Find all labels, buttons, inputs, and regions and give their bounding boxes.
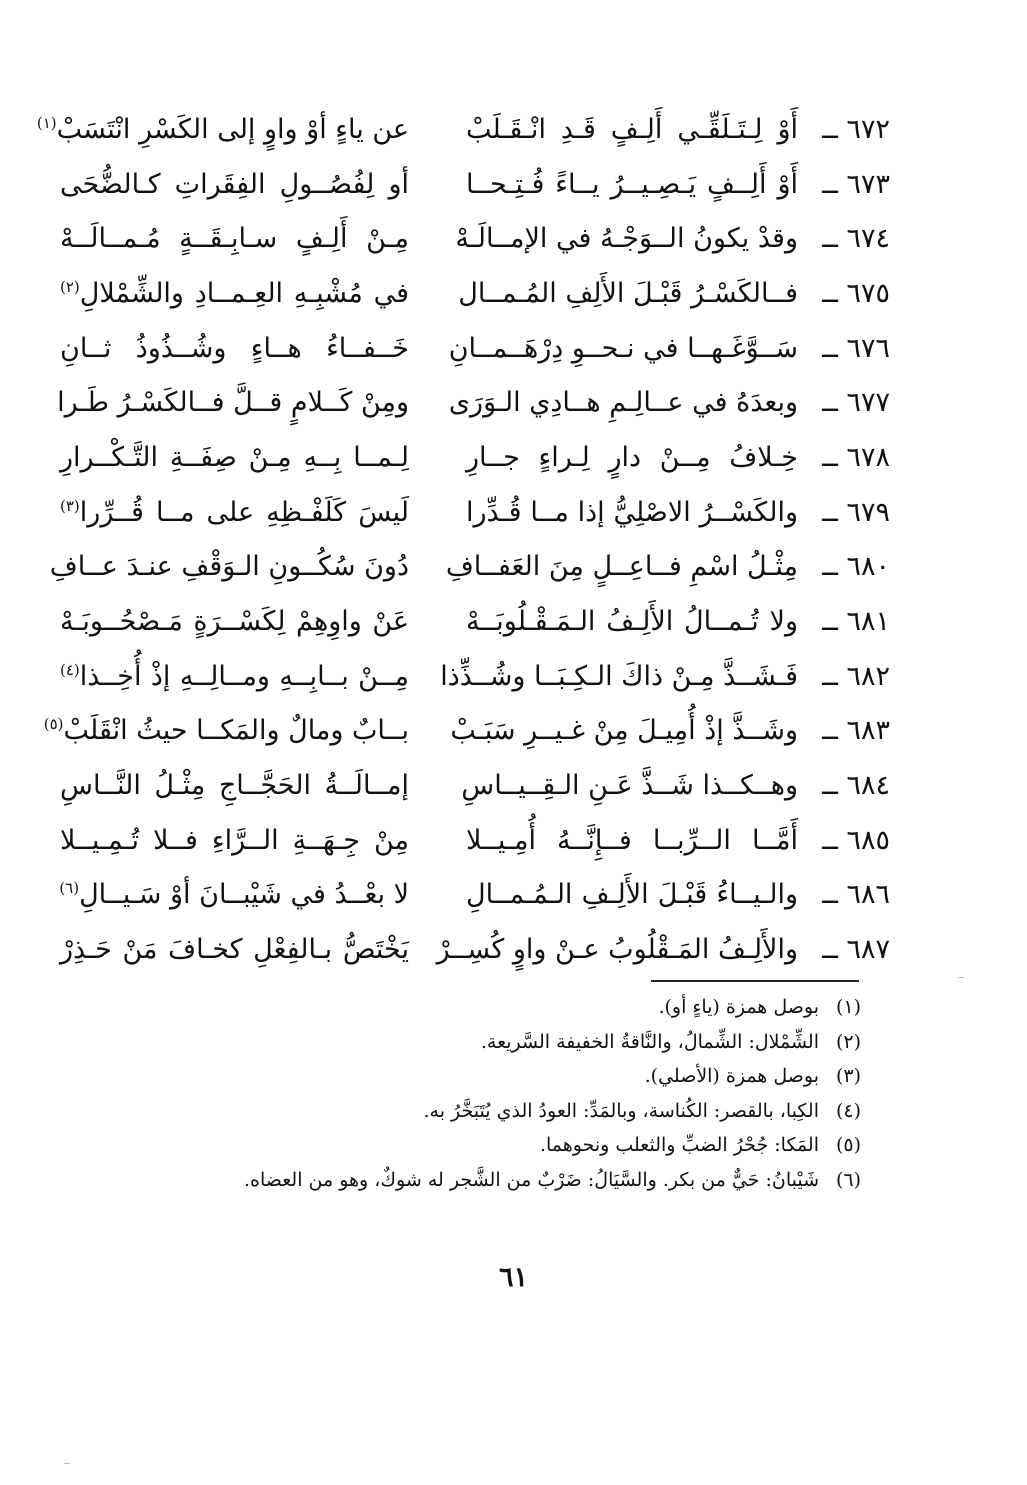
verse-number: ٦٧٦ ــ: [822, 332, 890, 364]
verse-first-hemistich: وهــكــذا شَــذَّ عَـنِ الـقِــيــاسِ: [461, 770, 798, 802]
verse-number: ٦٧٧ ــ: [822, 387, 890, 419]
verse-line: [60, 266, 890, 321]
scan-mark: [958, 977, 964, 978]
verse-number: ٦٨١ ــ: [822, 606, 890, 638]
verse-number: ٦٨٠ ــ: [822, 551, 890, 583]
verse-number: ٦٧٨ ــ: [822, 441, 890, 473]
footnote-reference: (٤): [60, 660, 80, 679]
verse-first-hemistich: مِثْـلُ اسْمِ فــاعِــلٍ مِنَ العَفــافِ: [445, 551, 798, 583]
verse-second-hemistich: [60, 497, 409, 528]
footnote-item: [41, 1025, 861, 1060]
verse-second-hemistich: [36, 113, 409, 145]
footnote-item: [41, 1163, 861, 1198]
footnote-reference: (٥): [43, 715, 64, 734]
footnotes: [41, 990, 861, 1197]
verse-second-hemistich-text: خَــفــاءُ هــاءٍ وشُــذُوذُ ثــانِ: [60, 332, 409, 364]
verse-first-hemistich: والـيــاءُ قَبْـلَ الأَلِـفِ الـمُـمــالِ: [466, 879, 798, 911]
poem-verses: [36, 102, 890, 977]
verse-second-hemistich-text: عَنْ واوِهِمْ لِكَسْــرَةٍ مَـصْحُــوبَـهْ: [60, 606, 409, 638]
verse-number: ٦٧٣ ــ: [822, 168, 890, 200]
footnote-text: المَكا: جُحْرُ الضبِّ والثعلب ونحوهما.: [539, 1134, 819, 1157]
verse-second-hemistich-text: مِــنْ بــابِــهِ ومــالِــهِ إذْ أُخِــذا: [79, 660, 409, 692]
footnote-text: شَيْبانُ: حَيٌّ من بكر. والسَّيَالُ: ضَرْبٌ من الشَّجر له شوكٌ، وهو من العضاه.: [243, 1168, 819, 1191]
verse-second-hemistich-text: ومِنْ كَــلامٍ قــلَّ فــالكَسْـرُ طَـرا: [57, 387, 409, 419]
footnote-text: بوصل همزة (الأصلي).: [644, 1065, 819, 1088]
verse-line: [60, 649, 890, 704]
verse-first-hemistich: أَوْ لِـتَـلَقِّـي أَلِـفٍ قَـدِ انْـقَـلَبْ: [466, 113, 798, 145]
verse-line: [60, 485, 890, 540]
verse-line: [60, 321, 890, 376]
verse-line: [36, 102, 890, 157]
verse-first-hemistich: أَوْ أَلِــفٍ يَـصِـيــرُ يــاءً فُـتِـحــا: [466, 168, 798, 200]
verse-second-hemistich-text: لِـمــا بِــهِ مِـنْ صِفَــةِ التَّـكْــرارِ: [60, 441, 409, 473]
footnote-item: [41, 990, 861, 1025]
verse-second-hemistich: [60, 825, 409, 856]
verse-number: ٦٨٦ ــ: [822, 879, 890, 911]
verse-second-hemistich: [60, 442, 409, 473]
verse-line: [60, 813, 890, 868]
verse-line: [60, 758, 890, 813]
verse-line: [60, 594, 890, 649]
verse-second-hemistich-text: مِـنْ أَلِـفٍ سـابِـقَــةٍ مُـمــالَــهْ: [60, 223, 409, 255]
verse-second-hemistich: [60, 934, 409, 965]
footnote-reference: (٢): [60, 277, 80, 296]
verse-number: ٦٨٧ ــ: [822, 934, 890, 966]
verse-second-hemistich: [49, 551, 409, 583]
footnote-number: (١): [835, 996, 861, 1019]
verse-second-hemistich-text: عن ياءٍ أوْ واوٍ إلى الكَسْرِ انْتَسَبْ: [56, 113, 409, 145]
footnote-reference: (٣): [60, 496, 80, 515]
verse-second-hemistich: [60, 278, 409, 309]
verse-line: [43, 704, 890, 759]
verse-second-hemistich-text: في مُشْبِـهِ العِـمــادِ والشِّمْلالِ: [79, 277, 409, 309]
verse-second-hemistich: [60, 661, 409, 692]
verse-line: [60, 157, 890, 212]
verse-line: [60, 868, 890, 923]
footnote-reference: (٦): [59, 879, 80, 898]
verse-number: ٦٨٢ ــ: [822, 660, 890, 692]
verse-number: ٦٧٢ ــ: [822, 113, 890, 145]
verse-second-hemistich: [60, 770, 409, 801]
verse-second-hemistich: [60, 606, 409, 637]
verse-first-hemistich: والكَسْــرُ الاصْلِيُّ إذا مــا قُـدِّرا: [466, 496, 798, 528]
verse-first-hemistich: والأَلِـفُ المَـقْلُوبُ عـنْ واوٍ كُسِــرْ: [436, 934, 798, 966]
verse-second-hemistich-text: إمــالَــةُ الحَجَّــاجِ مِثْـلُ النَّــاسِ: [60, 770, 409, 802]
verse-second-hemistich: [60, 333, 409, 364]
footnote-text: الشِّمْلال: الشِّمالُ، والنَّاقةُ الخفيفة السَّريعة.: [480, 1030, 819, 1053]
footnote-number: (٣): [835, 1065, 861, 1088]
verse-first-hemistich: خِـلافُ مِــنْ دارٍ لِـراءٍ جــارِ: [466, 441, 798, 473]
footnote-item: [41, 1059, 861, 1094]
verse-second-hemistich: [60, 169, 409, 200]
verse-first-hemistich: وبعدَهُ في عــالِـمِ هــادِي الـوَرَى: [448, 387, 798, 419]
verse-second-hemistich-text: لَيسَ كَلَفْـظِهِ على مــا قُــرِّرا: [79, 496, 409, 528]
verse-line: [60, 211, 890, 266]
verse-second-hemistich: [60, 879, 409, 910]
verse-number: ٦٨٥ ــ: [822, 824, 890, 856]
verse-second-hemistich-text: يَخْتَصُّ بـالفِعْلِ كخـافَ مَنْ حَـذِرْ: [60, 934, 409, 966]
verse-first-hemistich: فَـشَــذَّ مِـنْ ذاكَ الـكِـبَــا وشُــذِّذا: [440, 660, 798, 692]
verse-first-hemistich: سَــوَّغَـهــا في نـحــوِ دِرْهَــمــانِ: [448, 332, 798, 364]
verse-first-hemistich: أَمَّــا الــرِّبــا فــإِنَّــهُ أُمِـيــلا: [466, 824, 798, 856]
footnote-number: (٥): [835, 1134, 861, 1157]
footnote-item: [41, 1128, 861, 1163]
verse-number: ٦٨٣ ــ: [822, 715, 890, 747]
footnote-text: بوصل همزة (ياءٍ أو).: [658, 996, 819, 1019]
verse-number: ٦٧٩ ــ: [822, 496, 890, 528]
verse-first-hemistich: وشَــذَّ إذْ أُمِيـلَ مِنْ غـيــرِ سَبَـبْ: [450, 715, 798, 747]
footnote-number: (٢): [835, 1030, 861, 1053]
verse-second-hemistich: [57, 387, 409, 419]
verse-second-hemistich-text: دُونَ سُكُــونِ الـوَقْفِ عنـدَ عــافِ: [49, 551, 409, 583]
footnote-separator: [651, 980, 859, 982]
verse-first-hemistich: ولا تُـمــالُ الأَلِـفُ الـمَـقْـلُوبَــهْ: [466, 606, 798, 638]
page-number: ٦١: [498, 1262, 528, 1293]
verse-first-hemistich: وقدْ يكونُ الــوَجْـهُ في الإمــالَـهْ: [455, 223, 798, 255]
verse-number: ٦٧٥ ــ: [822, 277, 890, 309]
verse-second-hemistich-text: أو لِفُصُــولِ الفِقَراتِ كـالضُّحَى: [60, 168, 409, 200]
footnote-text: الكِبا، بالقصر: الكُناسة، وبالمَدِّ: العودُ الذي يُتَبَخَّرُ به.: [423, 1099, 819, 1122]
verse-second-hemistich: [43, 715, 409, 747]
verse-line: [60, 430, 890, 485]
verse-second-hemistich: [60, 223, 409, 254]
footnote-item: [41, 1094, 861, 1129]
footnote-number: (٦): [835, 1168, 861, 1191]
verse-number: ٦٧٤ ــ: [822, 223, 890, 255]
verse-first-hemistich: فــالكَسْـرُ قَبْـلَ الأَلِفِ المُـمــال: [458, 277, 798, 309]
verse-second-hemistich-text: مِنْ جِـهَــةِ الــرَّاءِ فــلا تُـمِـيــلا: [60, 824, 409, 856]
verse-second-hemistich-text: لا بعْــدُ في شَيْبــانَ أوْ سَـيــالِ: [79, 879, 409, 911]
verse-number: ٦٨٤ ــ: [822, 770, 890, 802]
footnote-reference: (١): [36, 113, 57, 132]
footnote-number: (٤): [835, 1099, 861, 1122]
verse-line: [57, 375, 890, 430]
scan-mark: [64, 1463, 70, 1464]
verse-line: [60, 922, 890, 977]
verse-line: [49, 540, 890, 595]
verse-second-hemistich-text: بــابٌ ومالٌ والمَكــا حيثُ انْقَلَبْ: [63, 715, 409, 747]
